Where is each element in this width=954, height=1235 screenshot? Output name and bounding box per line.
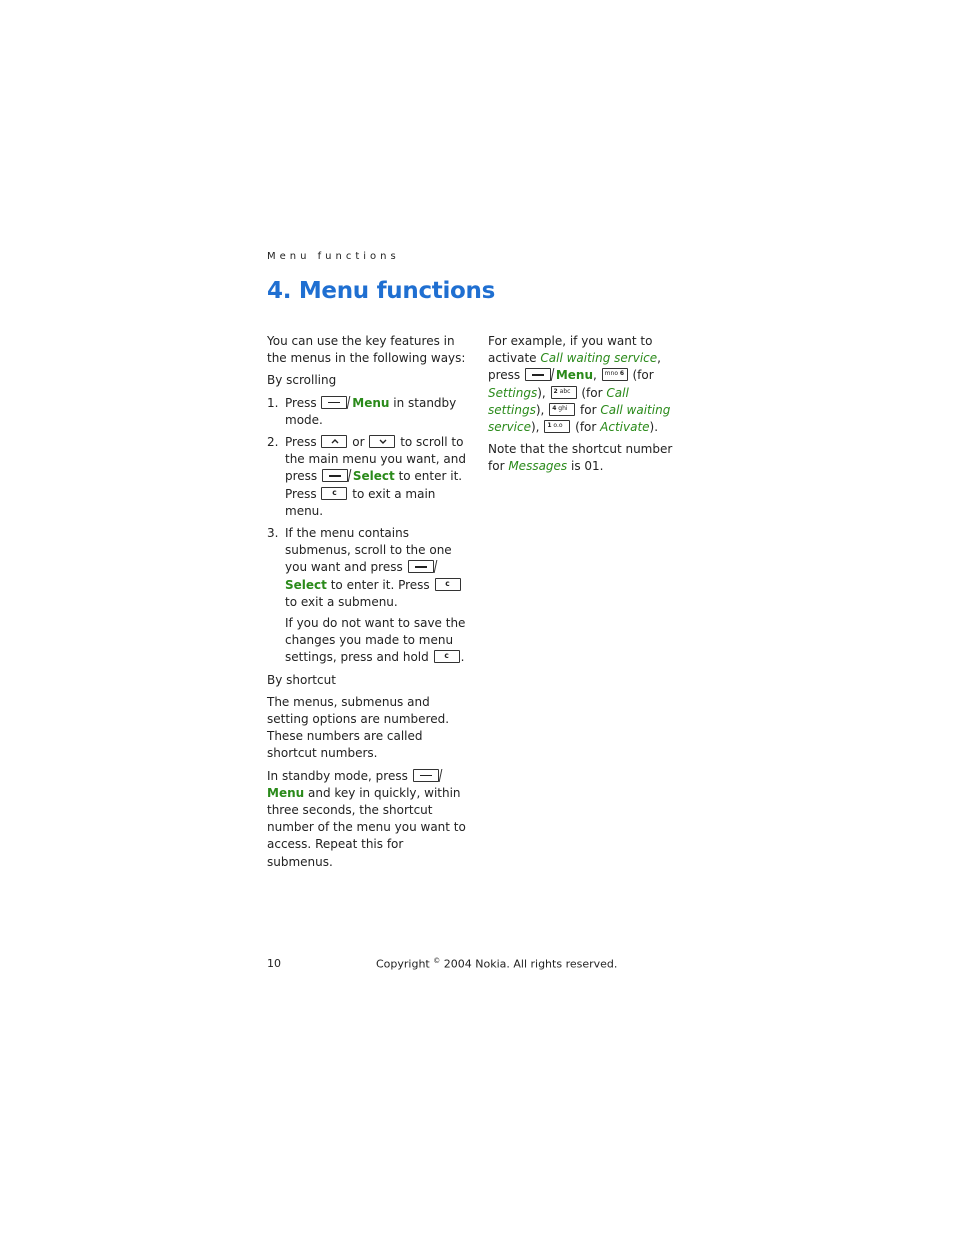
step-number: 2.: [267, 435, 279, 450]
step-1-text: [285, 395, 467, 429]
select-softkey-label: Select: [285, 577, 327, 592]
copyright-notice: [376, 957, 617, 971]
scroll-up-key-icon: [321, 435, 347, 448]
step-text: If you do not want to save the changes you made to menu settings, press and hold: [285, 616, 466, 665]
step-text: in standby mode.: [285, 395, 457, 427]
clear-key-icon: [434, 650, 460, 663]
key-label: c: [332, 487, 337, 497]
activate-term: Activate: [600, 420, 650, 435]
left-selection-key-icon: [413, 769, 439, 782]
body-text: for: [580, 402, 597, 417]
running-head: Menu functions: [267, 251, 400, 262]
step-text: to exit a submenu.: [285, 594, 398, 609]
copyright-symbol: ©: [433, 957, 441, 965]
step-3-note: [285, 615, 467, 667]
step-3-text: [285, 525, 467, 611]
left-column: [267, 333, 467, 876]
key-label: c: [445, 578, 450, 588]
step-number: 1.: [267, 395, 279, 410]
step-text: Press: [285, 486, 317, 501]
step-number: 3.: [267, 526, 279, 541]
right-column: [488, 333, 688, 481]
body-text: ),: [530, 420, 540, 435]
call-waiting-service-term: Call waiting service: [540, 351, 658, 366]
page-number: 10: [267, 957, 281, 970]
step-2: [267, 434, 467, 520]
step-text: to enter it.: [330, 577, 395, 592]
step-text: to scroll to the main menu you want, and press: [285, 435, 466, 484]
shortcut-paragraph: The menus, submenus and setting options are numbered. These numbers are called shortcut numbers.: [267, 694, 450, 761]
key-6-icon: [602, 368, 628, 381]
step-3: [267, 525, 467, 667]
body-text: For example, if you want to activate: [488, 334, 653, 366]
body-text: ).: [649, 420, 659, 435]
body-text: (for: [632, 368, 654, 383]
body-text: and key in quickly, within three seconds, the shortcut number of the menu you want to access. Repeat this for submenus.: [267, 785, 466, 869]
body-text: (for: [575, 420, 597, 435]
step-text: Press: [398, 577, 430, 592]
chapter-title: 4. Menu functions: [267, 278, 496, 304]
messages-term: Messages: [508, 459, 568, 474]
left-selection-key-icon: [322, 469, 348, 482]
select-softkey-label: Select: [352, 469, 395, 484]
clear-key-icon: [321, 487, 347, 500]
step-text: to exit a main menu.: [285, 486, 436, 518]
key-2-icon: [551, 386, 577, 399]
menu-softkey-label: Menu: [555, 368, 594, 383]
scroll-down-key-icon: [369, 435, 395, 448]
note-paragraph: [488, 441, 688, 475]
step-text: or: [352, 435, 365, 450]
left-selection-key-icon: [408, 560, 434, 573]
body-text: ,: [593, 368, 597, 383]
body-text: Note that the shortcut number for: [488, 442, 673, 474]
key-letters: mno: [604, 370, 618, 378]
step-text: to enter it.: [398, 469, 463, 484]
body-text: is 01.: [571, 459, 604, 474]
step-1: [267, 395, 467, 429]
key-number: 1: [547, 422, 552, 430]
clear-key-icon: [435, 578, 461, 591]
key-label: c: [444, 651, 449, 661]
key-number: 6: [619, 370, 625, 378]
step-text: .: [460, 650, 465, 665]
left-selection-key-icon: [525, 368, 551, 381]
copyright-text: 2004 Nokia. All rights reserved.: [443, 957, 618, 971]
copyright-text: Copyright: [376, 957, 430, 971]
key-letters: abc: [559, 387, 571, 395]
menu-softkey-label: Menu: [352, 395, 390, 410]
standby-paragraph: [267, 768, 467, 871]
key-4-icon: [549, 403, 575, 416]
body-text: ),: [535, 402, 545, 417]
call-waiting-service-term: Call waiting service: [488, 402, 671, 435]
call-settings-term: Call settings: [488, 385, 629, 417]
left-selection-key-icon: [321, 396, 347, 409]
body-text: In standby mode, press: [267, 768, 408, 783]
step-2-text: [285, 434, 467, 520]
key-letters: ghi: [558, 404, 568, 412]
step-text: If the menu contains submenus, scroll to the one you want and press: [285, 526, 452, 575]
key-letters: o.o: [553, 422, 563, 430]
key-1-icon: [544, 420, 570, 433]
by-shortcut-heading: By shortcut: [267, 672, 336, 687]
key-number: 4: [552, 404, 557, 412]
menu-softkey-label: Menu: [267, 785, 305, 800]
key-number: 2: [553, 387, 558, 395]
example-paragraph: [488, 333, 688, 436]
body-text: ),: [537, 385, 546, 400]
settings-term: Settings: [488, 385, 538, 400]
step-text: Press: [285, 395, 317, 410]
step-text: Press: [285, 435, 317, 450]
scrolling-steps: [267, 395, 467, 667]
intro-paragraph: You can use the key features in the menus in the following ways:: [267, 334, 466, 366]
body-text: (for: [581, 385, 603, 400]
body-text: , press: [488, 351, 661, 383]
by-scrolling-heading: By scrolling: [267, 373, 337, 388]
